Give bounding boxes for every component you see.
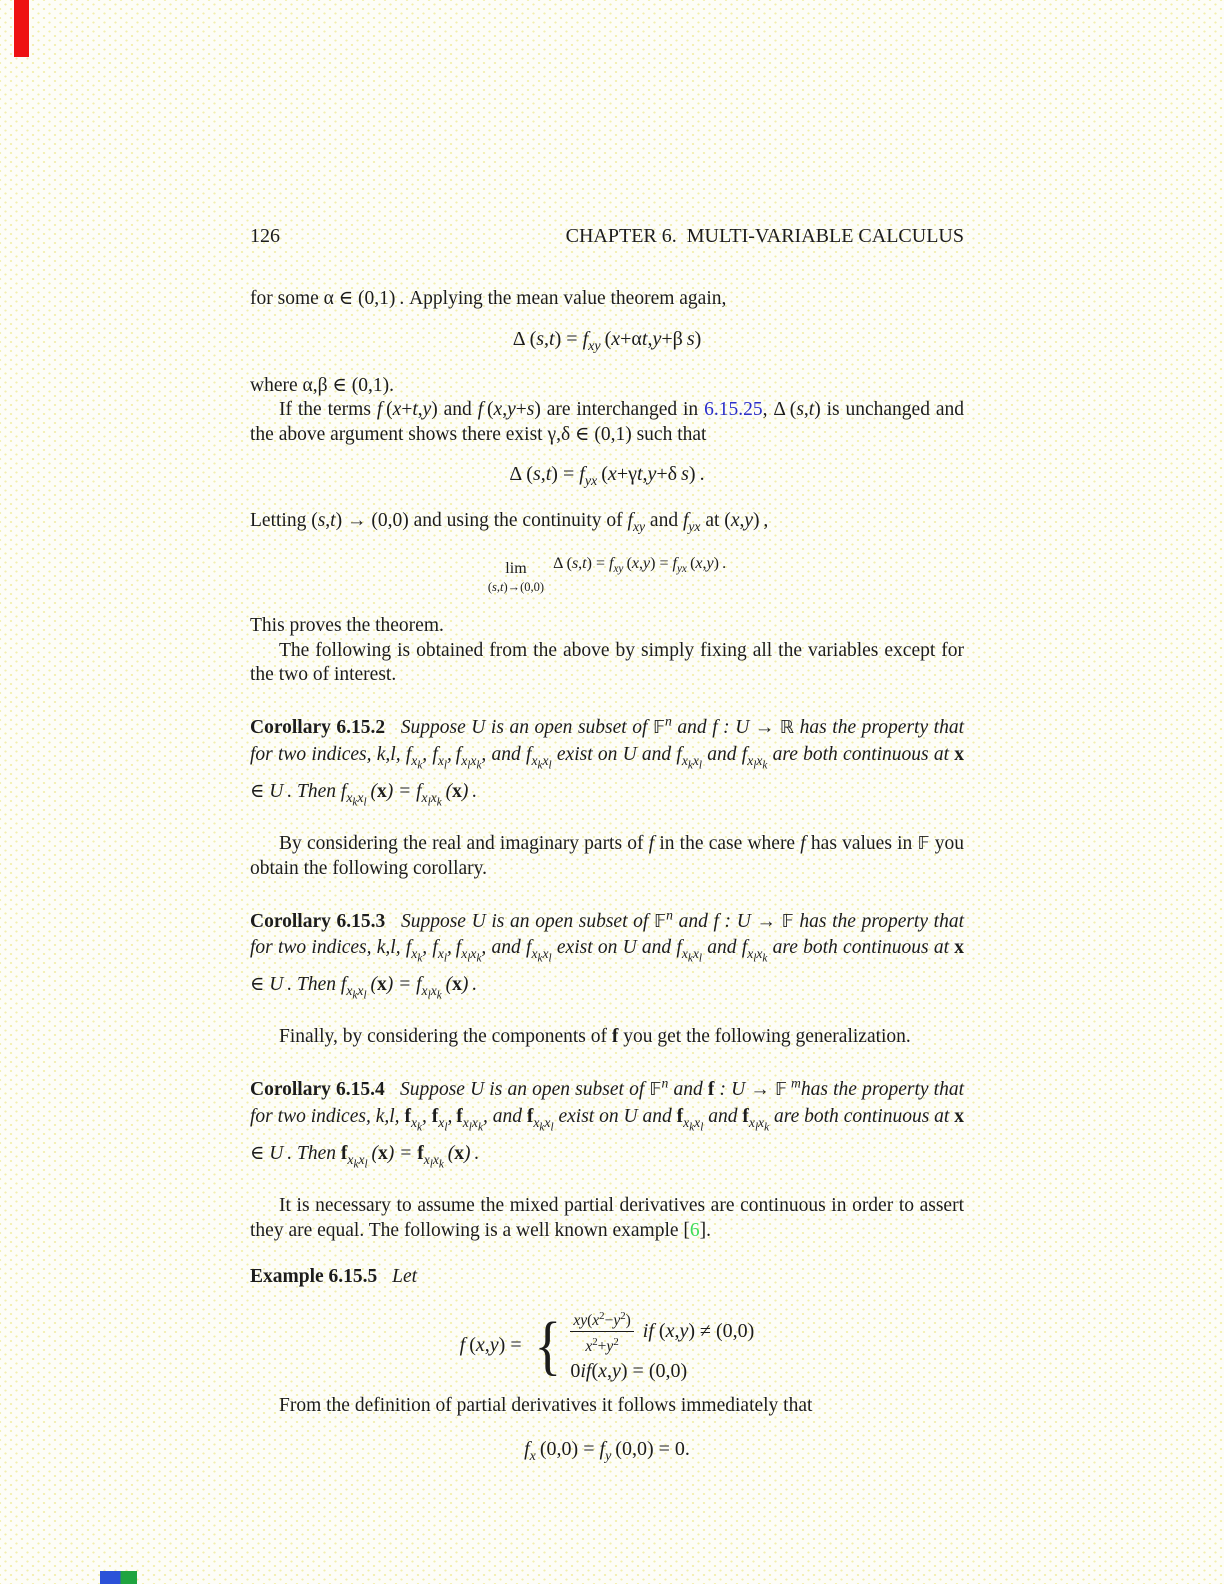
page-header bbox=[250, 224, 964, 248]
example-lead: Let bbox=[392, 1266, 418, 1288]
scan-mark-red bbox=[14, 0, 29, 57]
corollary-heading: Corollary 6.15.3 bbox=[250, 910, 386, 932]
paragraph-following-obtained: The following is obtained from the above by simply fixing all the variables except for the two of interest. bbox=[250, 639, 964, 686]
paragraph-mean-value: for some α ∈ (0,1) . Applying the mean value theorem again, bbox=[250, 288, 727, 309]
paragraph-text: It is necessary to assume the mixed partial derivatives are continuous in order to assert they are equal. The following is a well known example [ bbox=[250, 1195, 964, 1241]
paragraph-text: , Δ (s,t) is unchanged and the above argument shows there exist γ,δ ∈ (0,1) such that bbox=[250, 399, 965, 445]
case-condition: if (x,y) ≠ (0,0) bbox=[642, 1320, 755, 1343]
equation-piecewise bbox=[250, 1307, 964, 1384]
case-zero: 0 if ( x , y ) = (0,0) bbox=[570, 1359, 688, 1382]
equation-text: $f_x$ $(0,0) = f_y$ (0,0) = 0. bbox=[524, 1438, 690, 1465]
equation-text: Δ $(s,t) = f_{yx}$ (x+γt,y+δ s) . bbox=[509, 463, 705, 489]
corollary-body: Suppose U is an open subset of 𝔽$^n$ and f : U → 𝔽 $^m$has the property that for two indices, k,l, $f_{x_k}$, $f_{x_l}$, $f_{x_lx_k}$, and $f_{x_kx_l}$ exist on U and $f_{x_kx_l}$ and $f_{x_lx_k}$ are both continuous at x ∈ U . Then $f_{x_kx_l}$ $(x) = f_{x_lx_k}$ (x) . bbox=[250, 1075, 965, 1171]
paragraph-where-alpha-beta: where α,β ∈ (0,1). bbox=[250, 374, 394, 396]
fraction bbox=[570, 1307, 633, 1356]
paragraph-definition-partials: From the definition of partial derivatives it follows immediately that bbox=[279, 1394, 813, 1416]
corollary-heading: Corollary 6.15.2 bbox=[250, 717, 386, 739]
equation-delta-fxy bbox=[250, 325, 964, 361]
corollary-heading: Corollary 6.15.4 bbox=[250, 1079, 385, 1101]
pdf-page-content bbox=[250, 224, 964, 1484]
page-number: 126 bbox=[250, 225, 280, 247]
piecewise-cases bbox=[570, 1307, 754, 1384]
corollary-body: Suppose U is an open subset of 𝔽$^n$ and f : U → 𝔽 has the property that for two indices, k,l, $f_{x_k}$, $f_{x_l}$, $f_{x_lx_k}$, and $f_{x_kx_l}$ exist on U and $f_{x_kx_l}$ and $f_{x_lx_k}$ are both continuous at x ∈ U . Then $f_{x_kx_l}$ $(x) = f_{x_lx_k}$ (x) . bbox=[250, 907, 965, 1002]
corollary-6-15-4 bbox=[250, 1071, 964, 1178]
equation-delta-fyx bbox=[250, 460, 964, 496]
paragraph-letting-limit: Letting (s,t) → (0,0) and using the continuity of $f_{xy}$ and $f_{yx}$ at (x,y) , bbox=[250, 510, 769, 534]
corollary-body: Suppose U is an open subset of 𝔽$^n$ and f : U → ℝ has the property that for two indices, k,l, $f_{x_k}$, $f_{x_l}$, $f_{x_lx_k}$, and $f_{x_kx_l}$ exist on U and $f_{x_kx_l}$ and $f_{x_lx_k}$ are both continuous at x ∈ U . Then $f_{x_kx_l}$ $(x) = f_{x_lx_k}$ (x) . bbox=[250, 713, 965, 809]
lim-subscript: (s,t)→(0,0) bbox=[487, 580, 545, 595]
equation-limit bbox=[250, 555, 964, 594]
example-heading: Example 6.15.5 bbox=[250, 1266, 378, 1288]
equation-text: Δ $(s,t) = f_{xy}$ $(x,y) = f_{yx}$ (x,y) . bbox=[553, 555, 727, 576]
fraction-numerator: $xy(x^2-y^2)$ bbox=[570, 1307, 633, 1332]
paragraph-text: ]. bbox=[699, 1219, 712, 1241]
citation-link-6[interactable]: 6 bbox=[689, 1219, 700, 1241]
chapter-running-title: CHAPTER 6. MULTI-VARIABLE CALCULUS bbox=[565, 225, 964, 247]
paragraph-components: Finally, by considering the components of f you get the following generalization. bbox=[279, 1026, 911, 1048]
ref-link-6-15-25[interactable]: 6.15.25 bbox=[704, 399, 763, 420]
paragraph-proves-theorem: This proves the theorem. bbox=[250, 615, 444, 637]
paragraph-text: If the terms f (x+t,y) and f (x,y+s) are interchanged in bbox=[279, 399, 705, 420]
equation-lhs: f (x,y) = bbox=[459, 1333, 522, 1356]
corollary-6-15-3 bbox=[250, 902, 964, 1009]
paragraph-interchange bbox=[250, 398, 964, 447]
left-brace: { bbox=[534, 1308, 561, 1382]
case-nonzero bbox=[570, 1307, 754, 1356]
scan-mark-blue-green bbox=[100, 1571, 137, 1584]
fraction-denominator: $x^2+y^2$ bbox=[585, 1335, 619, 1355]
equation-text: Δ $(s,t) = f_{xy}$ (x+αt,y+β s) bbox=[512, 327, 702, 354]
example-6-15-5 bbox=[250, 1264, 964, 1291]
paragraph-real-imaginary: By considering the real and imaginary parts of f in the case where f has values in 𝔽 you obtain the following corollary. bbox=[250, 833, 965, 879]
paragraph-necessary-continuous bbox=[250, 1194, 964, 1243]
corollary-6-15-2 bbox=[250, 709, 964, 816]
equation-fx-fy-zero bbox=[250, 1435, 964, 1471]
limit-operator bbox=[488, 555, 544, 594]
lim-word: lim bbox=[505, 560, 527, 578]
